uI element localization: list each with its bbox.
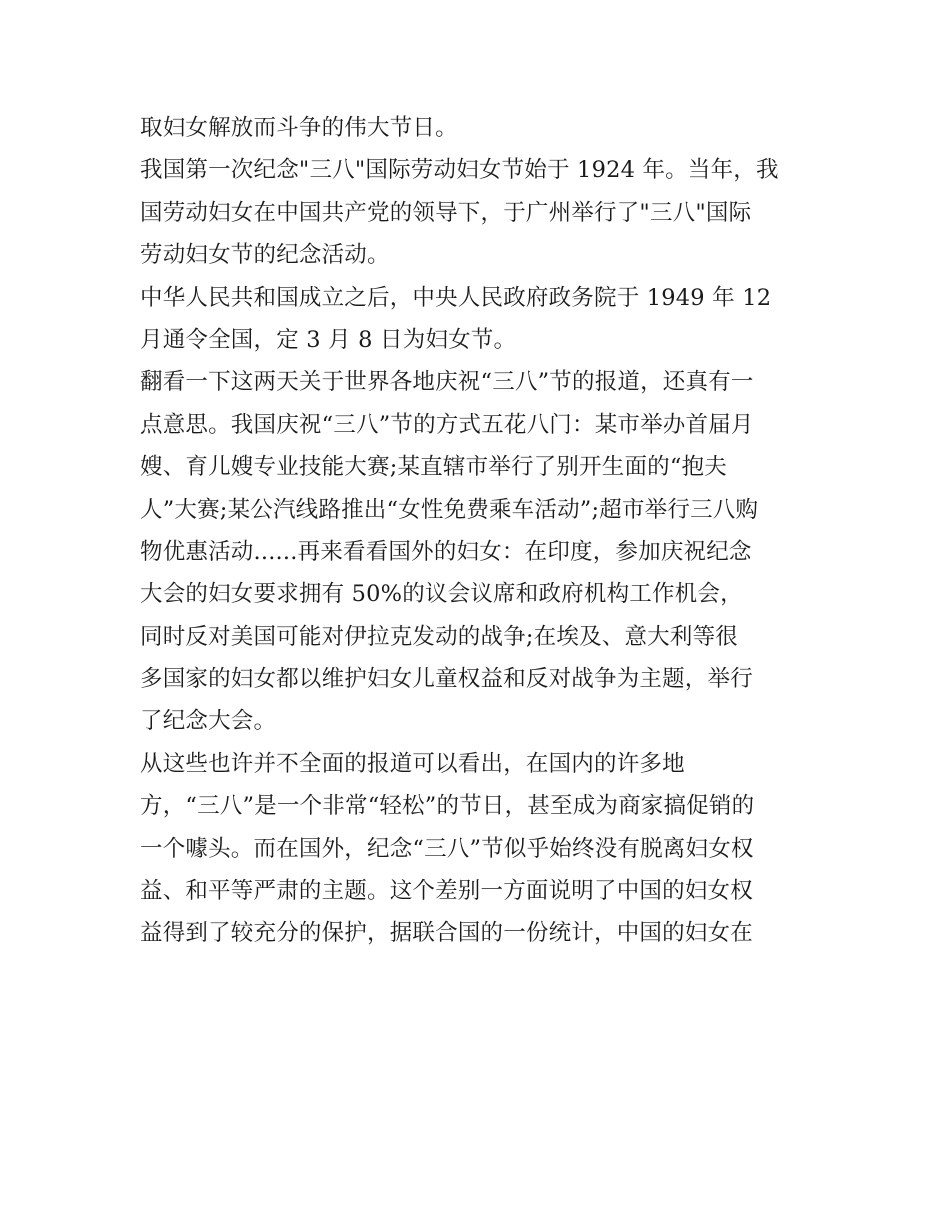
text-line-16: 从这些也许并不全面的报道可以看出，在国内的许多地 [140,750,685,777]
text-line-18: 一个噱头。而在国外，纪念“三八”节似乎始终没有脱离妇女权 [140,835,754,862]
text-line-2: 我国第一次纪念"三八"国际劳动妇女节始于 1924 年。当年，我 [140,157,779,184]
text-line-3: 国劳动妇女在中国共产党的领导下，于广州举行了"三八"国际 [140,199,752,226]
text-line-12: 大会的妇女要求拥有 50%的议会议席和政府机构工作机会， [140,581,743,608]
text-line-10: 人”大赛;某公汽线路推出“女性免费乘车活动”;超市举行三八购 [140,496,759,523]
text-line-19: 益、和平等严肃的主题。这个差别一方面说明了中国的妇女权 [140,878,753,905]
text-line-17: 方，“三八”是一个非常“轻松”的节日，甚至成为商家搞促销的 [140,793,755,820]
text-line-7: 翻看一下这两天关于世界各地庆祝“三八”节的报道，还真有一 [140,369,754,396]
text-line-6: 月通令全国，定 3 月 8 日为妇女节。 [140,326,517,353]
text-line-14: 多国家的妇女都以维护妇女儿童权益和反对战争为主题，举行 [140,666,753,693]
text-line-15: 了纪念大会。 [140,708,277,735]
text-line-4: 劳动妇女节的纪念活动。 [140,242,390,269]
text-line-20: 益得到了较充分的保护，据联合国的一份统计，中国的妇女在 [140,920,753,947]
document-body [140,107,820,955]
text-line-8: 点意思。我国庆祝“三八”节的方式五花八门：某市举办首届月 [140,411,754,438]
text-line-13: 同时反对美国可能对伊拉克发动的战争;在埃及、意大利等很 [140,623,738,650]
text-line-1: 取妇女解放而斗争的伟大节日。 [140,115,458,141]
text-line-9: 嫂、育儿嫂专业技能大赛;某直辖市举行了别开生面的“抱夫 [140,454,727,481]
text-line-11: 物优惠活动......再来看看国外的妇女：在印度，参加庆祝纪念 [140,538,752,565]
text-line-5: 中华人民共和国成立之后，中央人民政府政务院于 1949 年 12 [140,284,772,311]
